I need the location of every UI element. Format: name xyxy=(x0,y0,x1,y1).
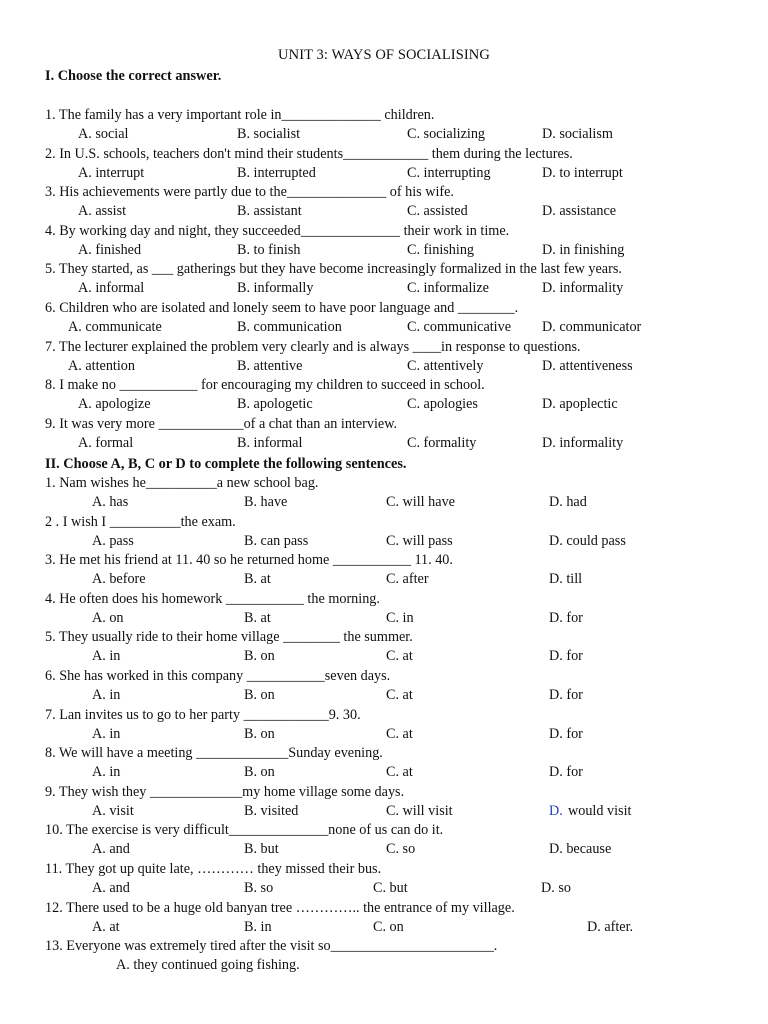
answer-option: B. on xyxy=(244,648,275,665)
answer-option: C. at xyxy=(386,687,413,703)
question-line: 13. Everyone was extremely tired after the visit so_______________________. xyxy=(45,938,498,955)
answer-option: C. assisted xyxy=(407,203,468,220)
question-line: 3. He met his friend at 11. 40 so he returned home ___________ 11. 40. xyxy=(45,552,453,569)
answer-option: A. has xyxy=(92,494,129,510)
answer-option: A. pass xyxy=(92,532,134,549)
answer-option: A. and xyxy=(92,841,130,858)
answer-option: C. so xyxy=(386,841,416,858)
answer-option: D. after. xyxy=(587,918,634,935)
answer-option: D. could pass xyxy=(549,532,626,549)
answer-option: A. communicate xyxy=(68,319,162,335)
answer-option: B. apologetic xyxy=(237,396,313,413)
answer-option: B. to finish xyxy=(237,241,301,258)
answer-option: B. on xyxy=(244,687,275,703)
question-line: 6. Children who are isolated and lonely seem to have poor language and ________. xyxy=(45,300,519,316)
answer-option: B. at xyxy=(244,609,271,626)
answer-option: C. will pass xyxy=(386,532,453,549)
answer-option: A. visit xyxy=(92,802,134,819)
answer-option: A. formal xyxy=(78,434,134,451)
answer-option: C. at xyxy=(386,648,413,665)
answer-option: A. apologize xyxy=(78,396,151,413)
answer-option: C. finishing xyxy=(407,241,475,258)
answer-option: B. informal xyxy=(237,434,303,451)
question-line: 7. Lan invites us to go to her party ____________9. 30. xyxy=(45,706,361,723)
answer-option: C. will visit xyxy=(386,802,453,819)
question-line: 1. The family has a very important role in______________ children. xyxy=(45,107,435,123)
answer-option: C. will have xyxy=(386,494,455,510)
answer-option: A. in xyxy=(92,687,121,703)
answer-option: A. in xyxy=(92,648,121,665)
answer-option-text: would visit xyxy=(568,802,632,819)
answer-option: D. till xyxy=(549,571,583,588)
answer-option: A. attention xyxy=(68,357,135,374)
answer-option: C. interrupting xyxy=(407,164,491,181)
question-line: 12. There used to be a huge old banyan tree ………….. the entrance of my village. xyxy=(45,899,515,916)
section-1-heading: I. Choose the correct answer. xyxy=(45,68,222,84)
answer-option: A. interrupt xyxy=(78,164,145,181)
answer-option: C. but xyxy=(373,880,408,896)
answer-option: B. socialist xyxy=(237,126,301,142)
answer-option: D. because xyxy=(549,841,612,858)
answer-option-letter: D. xyxy=(549,802,563,819)
question-line: 1. Nam wishes he__________a new school bag. xyxy=(45,475,319,491)
answer-option: B. on xyxy=(244,764,275,781)
answer-option: A. social xyxy=(78,126,129,142)
answer-option: D. had xyxy=(549,494,587,510)
section-2-heading: II. Choose A, B, C or D to complete the following sentences. xyxy=(45,456,407,472)
answer-option: C. formality xyxy=(407,434,477,451)
answer-option: D. assistance xyxy=(542,203,617,220)
answer-option: B. interrupted xyxy=(237,164,316,181)
answer-option: B. attentive xyxy=(237,357,303,374)
question-line: 8. We will have a meeting _____________Sunday evening. xyxy=(45,745,383,762)
question-line: 11. They got up quite late, ………… they missed their bus. xyxy=(45,861,382,877)
answer-option: B. communication xyxy=(237,319,342,335)
answer-option: A. in xyxy=(92,764,121,781)
answer-option: D. informality xyxy=(542,280,624,297)
answer-option: B. have xyxy=(244,494,288,510)
answer-option: D. so xyxy=(541,880,571,896)
answer-option: C. after xyxy=(386,571,429,588)
answer-option: D. for xyxy=(549,687,583,703)
answer-option: C. socializing xyxy=(407,126,486,142)
question-line: 10. The exercise is very difficult______________none of us can do it. xyxy=(45,822,444,839)
answer-option: C. apologies xyxy=(407,396,478,413)
answer-option: B. assistant xyxy=(237,203,302,220)
answer-option: A. finished xyxy=(78,241,142,258)
answer-option: D. for xyxy=(549,725,583,742)
answer-option: C. at xyxy=(386,764,413,781)
answer-option: A. informal xyxy=(78,280,145,297)
answer-option: A. they continued going fishing. xyxy=(116,957,300,974)
answer-option: B. but xyxy=(244,841,279,858)
answer-option: C. attentively xyxy=(407,357,484,374)
answer-option: D. apoplectic xyxy=(542,396,618,413)
answer-option: B. informally xyxy=(237,280,314,297)
question-line: 8. I make no ___________ for encouraging my children to succeed in school. xyxy=(45,377,485,394)
answer-option: A. and xyxy=(92,880,130,896)
question-line: 2 . I wish I __________the exam. xyxy=(45,513,236,530)
answer-option: D. in finishing xyxy=(542,241,625,258)
answer-option: B. in xyxy=(244,918,272,935)
answer-option: B. so xyxy=(244,880,274,896)
question-line: 4. He often does his homework ___________ the morning. xyxy=(45,590,380,607)
question-line: 9. It was very more ____________of a chat than an interview. xyxy=(45,415,398,432)
answer-option: A. before xyxy=(92,571,146,588)
answer-option: C. informalize xyxy=(407,280,489,297)
question-line: 2. In U.S. schools, teachers don't mind their students____________ them during the lectures. xyxy=(45,145,573,162)
question-line: 4. By working day and night, they succeeded______________ their work in time. xyxy=(45,222,510,239)
question-line: 5. They usually ride to their home village ________ the summer. xyxy=(45,629,413,646)
answer-option: C. communicative xyxy=(407,319,512,335)
question-line: 3. His achievements were partly due to the______________ of his wife. xyxy=(45,184,454,201)
answer-option: C. on xyxy=(373,918,404,935)
answer-option: D. informality xyxy=(542,434,624,451)
answer-option: A. in xyxy=(92,725,121,742)
answer-option: B. can pass xyxy=(244,532,309,549)
answer-option: D. for xyxy=(549,764,583,781)
question-line: 9. They wish they _____________my home village some days. xyxy=(45,783,405,800)
question-line: 6. She has worked in this company ___________seven days. xyxy=(45,668,391,684)
answer-option: B. at xyxy=(244,571,271,588)
answer-option: D. socialism xyxy=(542,126,613,142)
question-line: 7. The lecturer explained the problem very clearly and is always ____in response to questions. xyxy=(45,338,581,355)
answer-option: B. visited xyxy=(244,802,299,819)
answer-option: D. to interrupt xyxy=(542,164,623,181)
answer-option: A. on xyxy=(92,609,124,626)
answer-option: B. on xyxy=(244,725,275,742)
answer-option: D. for xyxy=(549,609,583,626)
page-title: UNIT 3: WAYS OF SOCIALISING xyxy=(278,47,490,63)
answer-option: C. in xyxy=(386,609,414,626)
answer-option: A. at xyxy=(92,918,120,935)
answer-option: D. attentiveness xyxy=(542,357,633,374)
answer-option: A. assist xyxy=(78,203,127,220)
answer-option: C. at xyxy=(386,725,413,742)
question-line: 5. They started, as ___ gatherings but they have become increasingly formalized in the last few years. xyxy=(45,261,622,278)
answer-option: D. for xyxy=(549,648,583,665)
answer-option: D. communicator xyxy=(542,319,642,335)
